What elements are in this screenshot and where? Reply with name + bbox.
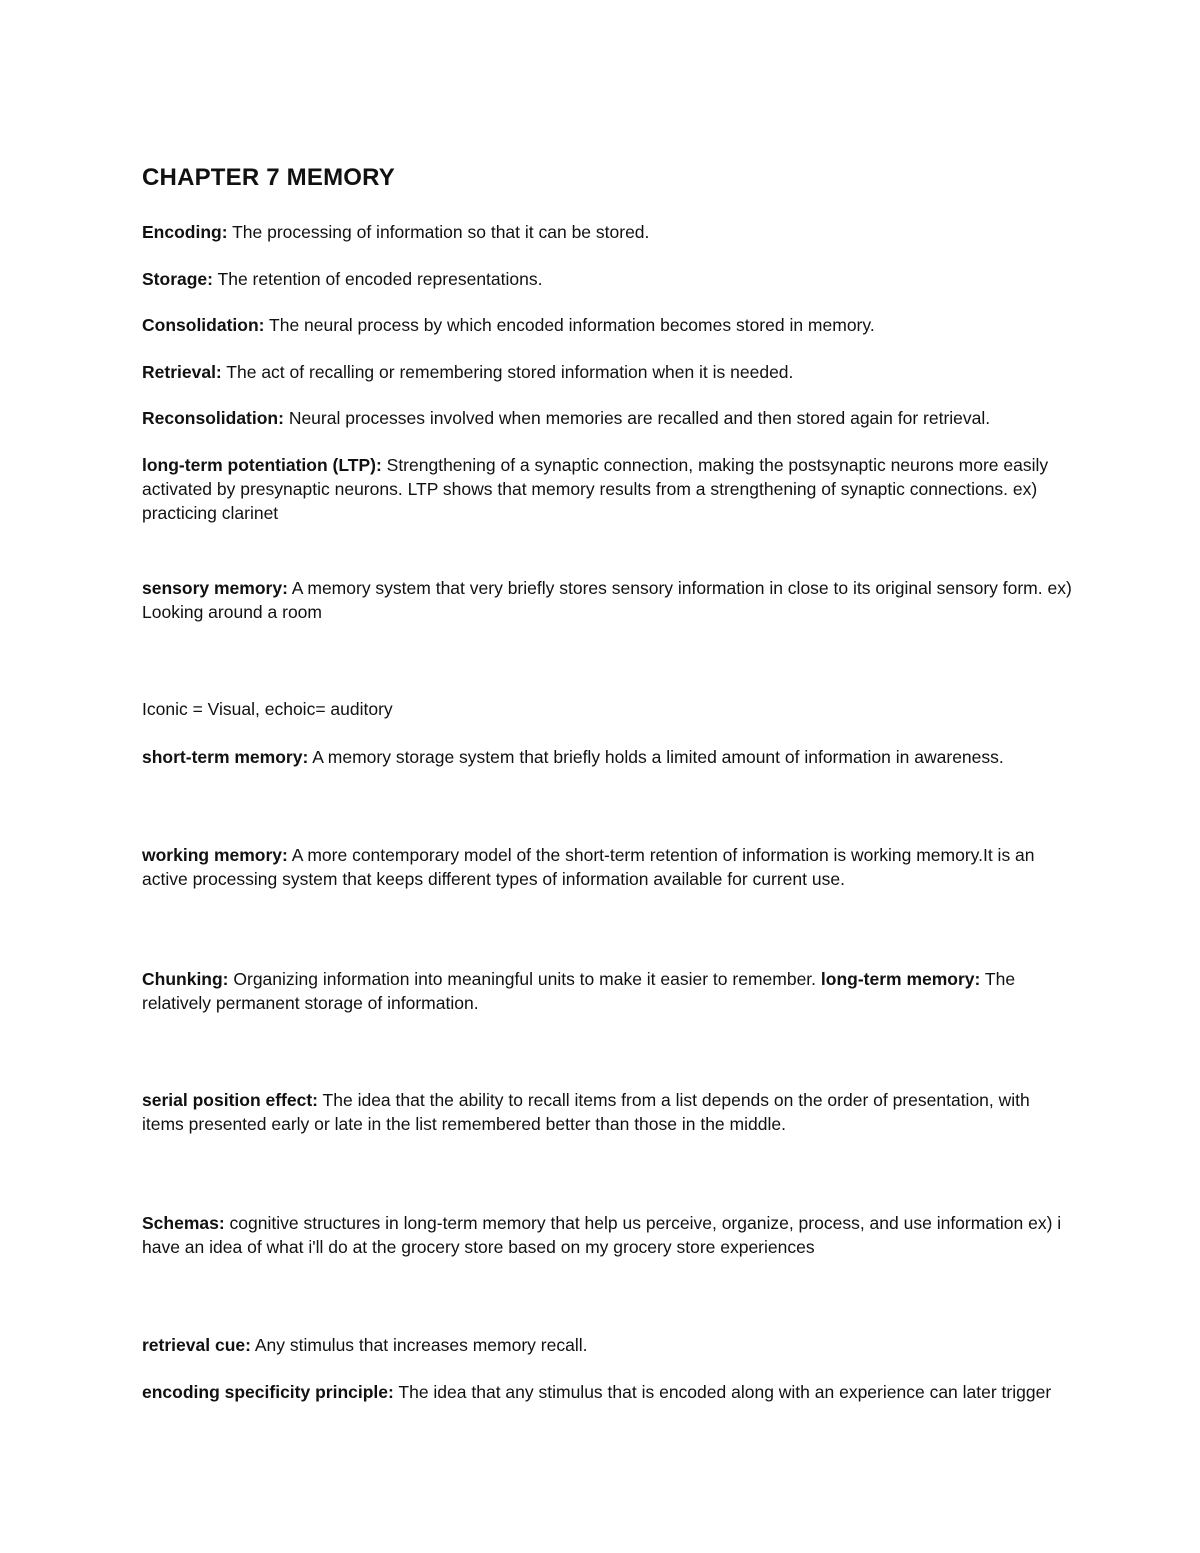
term: sensory memory: bbox=[142, 578, 288, 598]
definition-text: Any stimulus that increases memory recall. bbox=[250, 1335, 588, 1355]
definition-text: The processing of information so that it can be stored. bbox=[227, 222, 650, 242]
definition-retrieval-cue bbox=[142, 1333, 1072, 1357]
term: Storage: bbox=[142, 269, 213, 289]
term: Consolidation: bbox=[142, 315, 265, 335]
definition-chunking bbox=[142, 967, 1072, 1015]
definition-sensory-memory bbox=[142, 576, 1072, 624]
definition-text: Neural processes involved when memories are recalled and then stored again for retrieval. bbox=[283, 408, 991, 428]
term: working memory: bbox=[142, 845, 288, 865]
term: retrieval cue: bbox=[142, 1335, 251, 1355]
definition-retrieval bbox=[142, 360, 1072, 384]
definition-storage bbox=[142, 267, 1072, 291]
definition-ltp bbox=[142, 453, 1072, 525]
term: Reconsolidation: bbox=[142, 408, 284, 428]
definition-consolidation bbox=[142, 313, 1072, 337]
definition-text: The retention of encoded representations. bbox=[212, 269, 543, 289]
definition-encoding-specificity-principle bbox=[142, 1380, 1072, 1404]
definition-text: A memory system that very briefly stores sensory information in close to its original sensory form. ex) Looking around a room bbox=[142, 578, 1072, 622]
term: Schemas: bbox=[142, 1213, 225, 1233]
term: Retrieval: bbox=[142, 362, 222, 382]
definition-reconsolidation bbox=[142, 406, 1072, 430]
page-title: CHAPTER 7 MEMORY bbox=[142, 164, 395, 191]
definition-text: A more contemporary model of the short-term retention of information is working memory.It is an active processing system that keeps different types of information available for current use. bbox=[142, 845, 1035, 889]
definition-text: A memory storage system that briefly holds a limited amount of information in awareness. bbox=[308, 747, 1004, 767]
term: long-term potentiation (LTP): bbox=[142, 455, 382, 475]
definition-schemas bbox=[142, 1211, 1072, 1259]
definition-text: Strengthening of a synaptic connection, making the postsynaptic neurons more easily activated by presynaptic neurons. LTP shows that memory results from a strengthening of synaptic connections. ex) practicing clarinet bbox=[142, 455, 1049, 523]
definition-encoding bbox=[142, 220, 1072, 244]
definition-text: cognitive structures in long-term memory that help us perceive, organize, process, and use information ex) i have an idea of what i'll do at the grocery store based on my grocery store experiences bbox=[142, 1213, 1062, 1257]
definition-text: The idea that the ability to recall items from a list depends on the order of presentation, with items presented early or late in the list remembered better than those in the middle. bbox=[142, 1090, 1030, 1134]
note-iconic-echoic bbox=[142, 697, 1072, 721]
definition-text: The act of recalling or remembering stored information when it is needed. bbox=[221, 362, 794, 382]
term: Chunking: bbox=[142, 969, 229, 989]
definition-short-term-memory bbox=[142, 745, 1072, 769]
definition-text: The relatively permanent storage of information. bbox=[142, 969, 1016, 1013]
definition-text: Organizing information into meaningful units to make it easier to remember. bbox=[228, 969, 821, 989]
note-text: Iconic = Visual, echoic= auditory bbox=[142, 699, 393, 719]
term: short-term memory: bbox=[142, 747, 309, 767]
term: Encoding: bbox=[142, 222, 228, 242]
term-long-term-memory: long-term memory: bbox=[820, 969, 981, 989]
term: serial position effect: bbox=[142, 1090, 319, 1110]
definition-text: The idea that any stimulus that is encoded along with an experience can later trigger bbox=[393, 1382, 1052, 1402]
term: encoding specificity principle: bbox=[142, 1382, 394, 1402]
definition-text: The neural process by which encoded information becomes stored in memory. bbox=[264, 315, 875, 335]
definition-working-memory bbox=[142, 843, 1072, 891]
definition-serial-position-effect bbox=[142, 1088, 1072, 1136]
